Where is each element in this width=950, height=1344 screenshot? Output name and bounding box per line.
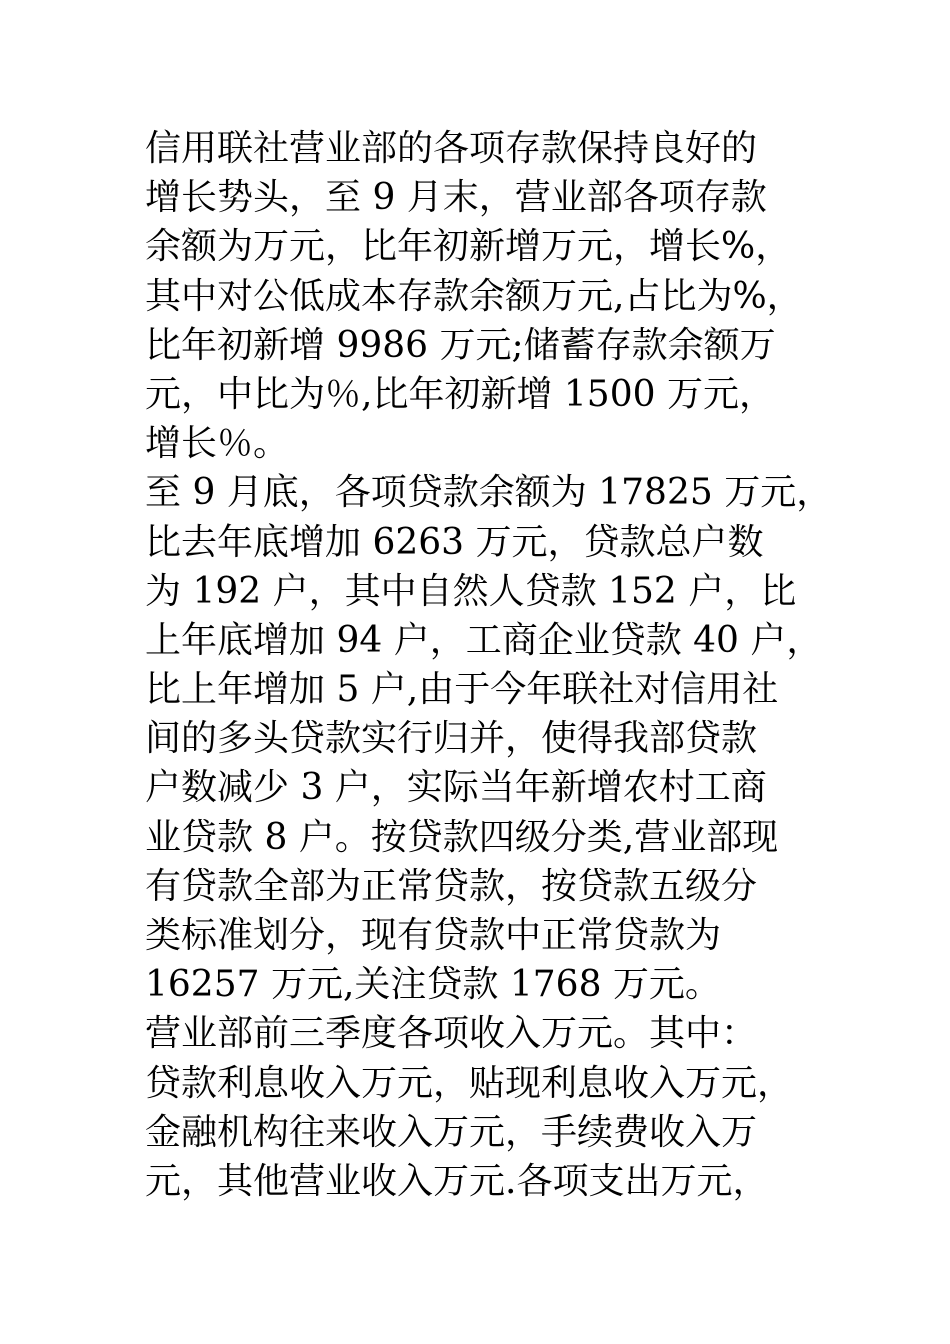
text-line-14: 户数减少 3 户，实际当年新增农村工商: [145, 767, 767, 809]
text-line-22: 元，其他营业收入万元.各项支出万元，: [145, 1160, 769, 1202]
body-text: [145, 124, 833, 1206]
text-line-13: 间的多头贷款实行归并，使得我部贷款: [145, 718, 758, 760]
text-line-1: 信用联社营业部的各项存款保持良好的: [145, 128, 758, 169]
text-line-4: 其中对公低成本存款余额万元,占比为%，: [145, 275, 803, 317]
text-line-5: 比年初新增 9986 万元;储蓄存款余额万: [145, 324, 776, 366]
text-line-11: 上年底增加 94 户，工商企业贷款 40 户，: [145, 619, 823, 661]
text-line-16: 有贷款全部为正常贷款，按贷款五级分: [145, 865, 758, 907]
text-line-8: 至 9 月底，各项贷款余额为 17825 万元，: [145, 472, 833, 514]
text-line-3: 余额为万元，比年初新增万元，增长%，: [145, 226, 792, 268]
text-line-21: 金融机构往来收入万元，手续费收入万: [145, 1111, 758, 1153]
text-line-15: 业贷款 8 户。按贷款四级分类,营业部现: [145, 816, 779, 858]
text-line-20: 贷款利息收入万元，贴现利息收入万元，: [145, 1062, 794, 1104]
text-line-12: 比上年增加 5 户,由于今年联社对信用社: [145, 669, 779, 711]
text-line-17: 类标准划分，现有贷款中正常贷款为: [145, 915, 722, 956]
text-line-9: 比去年底增加 6263 万元，贷款总户数: [145, 521, 764, 563]
text-line-10: 为 192 户，其中自然人贷款 152 户，比: [145, 570, 797, 612]
text-line-19: 营业部前三季度各项收入万元。其中：: [145, 1013, 758, 1055]
text-line-7: 增长％。: [145, 423, 290, 465]
text-line-2: 增长势头，至 9 月末，营业部各项存款: [145, 177, 767, 219]
text-line-6: 元，中比为％,比年初新增 1500 万元，: [145, 373, 775, 415]
text-line-18: 16257 万元,关注贷款 1768 万元。: [145, 964, 721, 1006]
